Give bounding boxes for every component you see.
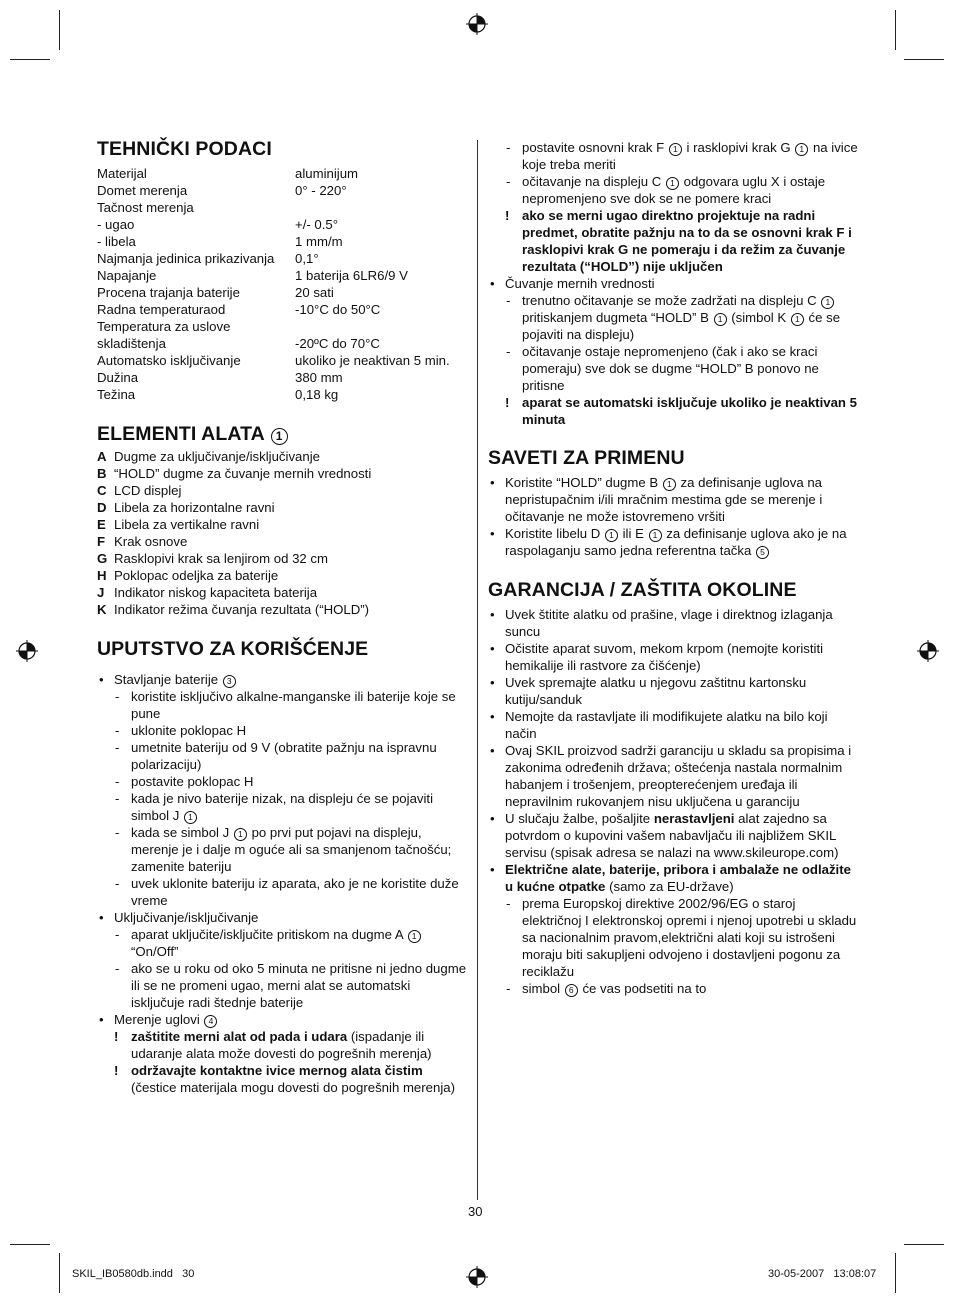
item-text: Merenje uglovi	[114, 1012, 200, 1027]
spec-value: ukoliko je neaktivan 5 min.	[295, 353, 450, 368]
item-text: trenutno očitavanje se može zadržati na displeju C	[522, 293, 817, 308]
elements-list	[97, 448, 467, 618]
spec-row	[97, 233, 467, 250]
item-text: Rasklopivi krak sa lenjirom od 32 cm	[114, 551, 329, 566]
footer-timestamp: 30-05-2007 13:08:07	[768, 1268, 877, 1280]
figure-ref-icon: 1	[669, 143, 682, 156]
list-item	[97, 482, 467, 499]
item-letter: C	[97, 483, 107, 498]
item-letter: J	[97, 585, 105, 600]
registration-mark-icon	[16, 640, 38, 662]
item-text: Čuvanje mernih vrednosti	[505, 276, 655, 291]
list-item	[97, 909, 467, 926]
item-text: i rasklopivi krak G	[686, 140, 791, 155]
item-text: Uključivanje/isključivanje	[114, 910, 259, 925]
figure-ref-icon: 1	[821, 296, 834, 309]
item-text: Poklopac odeljka za baterije	[114, 568, 279, 583]
spec-label: Dužina	[97, 370, 139, 385]
item-text: za definisanje uglova ako je na raspolaganju samo jedna referentna tačka	[505, 526, 847, 558]
dash-mark: -	[115, 774, 120, 789]
warranty-list	[488, 606, 858, 997]
list-item	[97, 465, 467, 482]
spec-label: Temperatura za uslove	[97, 319, 231, 334]
warning-mark: !	[114, 1029, 119, 1044]
item-text: uklonite poklopac H	[131, 723, 247, 738]
item-text: za definisanje uglova na nepristupačnim i/ili mračnim mestima gde se merenje i očitavanje ne može istovremeno vršiti	[505, 475, 823, 524]
list-item	[97, 671, 467, 688]
item-letter: H	[97, 568, 107, 583]
elements-heading	[97, 422, 467, 446]
item-letter: A	[97, 449, 107, 464]
figure-ref-icon: 1	[663, 478, 676, 491]
item-text: Uvek spremajte alatku u njegovu zaštitnu kartonsku kutiju/sanduk	[505, 675, 807, 707]
item-text: postavite osnovni krak F	[522, 140, 665, 155]
item-text: Indikator režima čuvanja rezultata (“HOLD”)	[114, 602, 370, 617]
list-item	[97, 960, 467, 1011]
figure-ref-icon: 4	[204, 1015, 217, 1028]
figure-ref-icon: 1	[605, 529, 618, 542]
spec-label: Tačnost merenja	[97, 200, 194, 215]
item-text: U slučaju žalbe, pošaljite	[505, 811, 651, 826]
crop-mark	[10, 59, 50, 60]
crop-mark	[59, 1253, 60, 1293]
spec-row	[97, 250, 467, 267]
crop-mark	[904, 59, 944, 60]
spec-value	[295, 199, 467, 216]
crop-mark	[895, 1253, 896, 1293]
item-text: Očistite aparat suvom, mekom krpom (nemojte koristiti hemikalije ili rastvore za čišćenje)	[505, 641, 824, 673]
dash-mark: -	[506, 140, 511, 155]
warning-bold-text: zaštitite merni alat od pada i udara	[131, 1029, 348, 1044]
item-text: kada je nivo baterije nizak, na displeju će se pojaviti simbol J	[131, 791, 434, 823]
list-item	[97, 550, 467, 567]
list-item	[488, 474, 858, 525]
list-item	[488, 980, 858, 997]
item-text: “HOLD” dugme za čuvanje mernih vrednosti	[114, 466, 372, 481]
list-item	[97, 790, 467, 824]
spec-value: 0° - 220°	[295, 183, 347, 198]
spec-row	[97, 386, 467, 403]
specs-table	[97, 165, 467, 403]
list-item	[97, 688, 467, 722]
list-item	[488, 173, 858, 207]
warranty-heading: GARANCIJA / ZAŠTITA OKOLINE	[488, 579, 797, 601]
list-item	[488, 343, 858, 394]
item-text: Indikator niskog kapaciteta baterija	[114, 585, 318, 600]
item-text: (samo za EU-države)	[609, 879, 734, 894]
warning-text: (ispadanje ili udaranje alata može dovesti do pogrešnih merenja)	[131, 1029, 432, 1061]
spec-row	[97, 267, 467, 284]
spec-row	[97, 352, 467, 369]
spec-label: Automatsko isključivanje	[97, 353, 241, 368]
list-item	[488, 742, 858, 810]
spec-label: Radna temperaturaod	[97, 302, 226, 317]
warning-mark: !	[114, 1063, 119, 1078]
page-number: 30	[468, 1204, 483, 1219]
warning-item	[97, 1028, 467, 1062]
spec-value: 380 mm	[295, 370, 343, 385]
list-item	[97, 567, 467, 584]
item-letter: K	[97, 602, 107, 617]
item-letter: D	[97, 500, 107, 515]
dash-mark: -	[115, 927, 120, 942]
item-text: ako se u roku od oko 5 minuta ne pritisne ni jedno dugme ili se ne promeni ugao, merni alat se automatski isključuje radi štednje baterije	[131, 961, 467, 1010]
crop-mark	[59, 10, 60, 50]
spec-row	[97, 199, 467, 216]
usage-heading: UPUTSTVO ZA KORIŠĆENJE	[97, 638, 369, 660]
list-item	[97, 1011, 467, 1028]
item-text: Libela za horizontalne ravni	[114, 500, 275, 515]
spec-value: 1 mm/m	[295, 234, 343, 249]
item-letter: E	[97, 517, 106, 532]
item-text: kada se simbol J	[131, 825, 230, 840]
dash-mark: -	[115, 689, 120, 704]
list-item	[488, 640, 858, 674]
list-item	[488, 275, 858, 292]
spec-row	[97, 165, 467, 182]
item-text: koristite isključivo alkalne-manganske ili baterije koje se pune	[131, 689, 456, 721]
dash-mark: -	[506, 293, 511, 308]
item-text: LCD displej	[114, 483, 182, 498]
elements-heading-text: ELEMENTI ALATA	[97, 423, 265, 445]
list-item	[97, 739, 467, 773]
spec-label: - ugao	[97, 217, 135, 232]
spec-label: Domet merenja	[97, 183, 188, 198]
item-letter: B	[97, 466, 107, 481]
item-text: Libela za vertikalne ravni	[114, 517, 260, 532]
crop-mark	[895, 10, 896, 50]
item-text: će vas podsetiti na to	[582, 981, 707, 996]
footer-file-info: SKIL_IB0580db.indd 30	[72, 1268, 195, 1280]
item-letter: G	[97, 551, 108, 566]
item-letter: F	[97, 534, 106, 549]
item-text: ili E	[622, 526, 644, 541]
spec-label: Napajanje	[97, 268, 157, 283]
spec-row	[97, 335, 467, 352]
registration-mark-icon	[917, 640, 939, 662]
spec-row	[97, 369, 467, 386]
list-item	[488, 708, 858, 742]
warning-mark: !	[505, 395, 510, 410]
spec-row	[97, 182, 467, 199]
spec-label: Težina	[97, 387, 136, 402]
dash-mark: -	[115, 876, 120, 891]
dash-mark: -	[115, 791, 120, 806]
spec-value: 1 baterija 6LR6/9 V	[295, 268, 408, 283]
item-text: će se pojaviti na displeju)	[522, 310, 841, 342]
warning-bold-text: aparat se automatski isključuje ukoliko je neaktivan 5 minuta	[522, 395, 857, 427]
figure-ref-icon: 1	[791, 313, 804, 326]
item-text: Uvek štitite alatku od prašine, vlage i direktnog izlaganja suncu	[505, 607, 833, 639]
item-text: alat zajedno sa potvrdom o kupovini vašem nabavljaču ili najbližem SKIL servisu (spisak adresa se nalazi na www.skileurope.com)	[505, 811, 839, 860]
figure-ref-icon: 1	[714, 313, 727, 326]
crop-mark	[904, 1244, 944, 1245]
spec-row	[97, 284, 467, 301]
figure-ref-icon: 5	[756, 546, 769, 559]
warning-bold-text: ako se merni ugao direktno projektuje na radni predmet, obratite pažnju na to da se osnovni krak F i rasklopivi krak G ne pomeraju i da režim za čuvanje rezultata (“HOLD”) nije uključen	[522, 208, 852, 274]
dash-mark: -	[115, 825, 120, 840]
list-item	[97, 499, 467, 516]
item-text: aparat uključite/isključite pritiskom na dugme A	[131, 927, 403, 942]
item-text: očitavanje ostaje nepromenjeno (čak i ako se kraci pomeraju) sve dok se dugme “HOLD” B ponovo ne pritisne	[522, 344, 819, 393]
specs-heading: TEHNIČKI PODACI	[97, 138, 272, 160]
item-text: Ovaj SKIL proizvod sadrži garanciju u skladu sa propisima i zakonima određenih država; oštećenja nastala normalnim habanjem i trošenjem, preopterećenjem uređaja ili nepravilnim rukovanjem nisu uključena u garanciju	[505, 743, 852, 809]
list-item	[488, 674, 858, 708]
list-item	[97, 448, 467, 465]
list-item	[97, 601, 467, 618]
item-text: očitavanje na displeju C	[522, 174, 662, 189]
dash-mark: -	[506, 896, 511, 911]
item-text: Dugme za uključivanje/isključivanje	[114, 449, 320, 464]
dash-mark: -	[506, 174, 511, 189]
dash-mark: -	[115, 740, 120, 755]
item-text: simbol	[522, 981, 561, 996]
figure-ref-icon: 3	[223, 675, 236, 688]
spec-value: -20ºC do 70°C	[295, 336, 380, 351]
figure-ref-icon: 1	[271, 428, 288, 445]
spec-label: skladištenja	[97, 336, 166, 351]
warning-item	[97, 1062, 467, 1096]
item-text: odgovara uglu X i ostaje nepromenjeno sve dok se ne pomere kraci	[522, 174, 826, 206]
list-item	[97, 926, 467, 960]
figure-ref-icon: 1	[649, 529, 662, 542]
item-text: pritiskanjem dugmeta “HOLD” B	[522, 310, 709, 325]
item-text: Nemojte da rastavljate ili modifikujete alatku na bilo koji način	[505, 709, 828, 741]
right-column	[488, 139, 858, 997]
figure-ref-icon: 1	[234, 828, 247, 841]
item-text: prema Europskoj direktive 2002/96/EG o staroj električnoj I elektronskoj opremi i njenoj upotrebi u skladu sa nacionalnim pravom,električni alati koji su istrošeni moraju biti sakupljeni odvojeno i dostavljeni pogonu za reciklažu	[522, 896, 857, 979]
list-item	[488, 895, 858, 980]
list-item	[488, 525, 858, 559]
tips-heading: SAVETI ZA PRIMENU	[488, 447, 685, 469]
item-text: Krak osnove	[114, 534, 188, 549]
warning-bold-text: održavajte kontaktne ivice mernog alata čistim	[131, 1063, 423, 1078]
list-item	[488, 606, 858, 640]
item-text: umetnite bateriju od 9 V (obratite pažnju na ispravnu polarizaciju)	[131, 740, 437, 772]
figure-ref-icon: 1	[184, 811, 197, 824]
spec-value	[295, 318, 467, 335]
usage-list	[97, 671, 467, 1096]
spec-row	[97, 216, 467, 233]
item-text: uvek uklonite bateriju iz aparata, ako je ne koristite duže vreme	[131, 876, 459, 908]
list-item	[97, 875, 467, 909]
item-text: postavite poklopac H	[131, 774, 254, 789]
item-text: Koristite libelu D	[505, 526, 601, 541]
item-text: Stavljanje baterije	[114, 672, 219, 687]
figure-ref-icon: 1	[795, 143, 808, 156]
spec-row	[97, 301, 467, 318]
item-text: na ivice koje treba meriti	[522, 140, 858, 172]
spec-value: 20 sati	[295, 285, 334, 300]
tips-list	[488, 474, 858, 559]
item-bold-text: nerastavljeni	[653, 811, 735, 826]
figure-ref-icon: 1	[408, 930, 421, 943]
list-item	[97, 773, 467, 790]
spec-label: Najmanja jedinica prikazivanja	[97, 251, 275, 266]
column-divider	[477, 140, 478, 1200]
warning-mark: !	[505, 208, 510, 223]
crop-mark	[10, 1244, 50, 1245]
dash-mark: -	[506, 981, 511, 996]
item-text: Koristite “HOLD” dugme B	[505, 475, 659, 490]
spec-value: aluminijum	[295, 166, 359, 181]
list-item	[488, 139, 858, 173]
left-column	[97, 137, 467, 1096]
spec-row	[97, 318, 467, 335]
spec-value: 0,18 kg	[295, 387, 339, 402]
dash-mark: -	[115, 723, 120, 738]
spec-label: - libela	[97, 234, 136, 249]
dash-mark: -	[506, 344, 511, 359]
warning-item	[488, 394, 858, 428]
item-text: (simbol K	[731, 310, 787, 325]
spec-value: +/- 0.5°	[295, 217, 339, 232]
figure-ref-icon: 6	[565, 984, 578, 997]
list-item	[488, 292, 858, 343]
list-item	[97, 722, 467, 739]
list-item	[97, 516, 467, 533]
warning-item	[488, 207, 858, 275]
item-bold-text: Električne alate, baterije, pribora i ambalaže ne odlažite u kućne otpatke	[505, 862, 851, 894]
dash-mark: -	[115, 961, 120, 976]
registration-mark-icon	[466, 13, 488, 35]
item-text: “On/Off”	[131, 944, 179, 959]
list-item	[97, 533, 467, 550]
spec-label: Procena trajanja baterije	[97, 285, 240, 300]
spec-label: Materijal	[97, 166, 147, 181]
figure-ref-icon: 1	[666, 177, 679, 190]
registration-mark-icon	[466, 1266, 488, 1288]
item-text: po prvi put pojavi na displeju, merenje je i dalje m oguće ali sa smanjenom tačnošću; zamenite bateriju	[131, 825, 452, 874]
spec-value: -10°C do 50°C	[295, 302, 381, 317]
list-item	[97, 584, 467, 601]
list-item	[488, 810, 858, 861]
list-item	[488, 861, 858, 895]
warning-text: (čestice materijala mogu dovesti do pogrešnih merenja)	[131, 1080, 455, 1095]
spec-value: 0,1°	[295, 251, 319, 266]
list-item	[97, 824, 467, 875]
